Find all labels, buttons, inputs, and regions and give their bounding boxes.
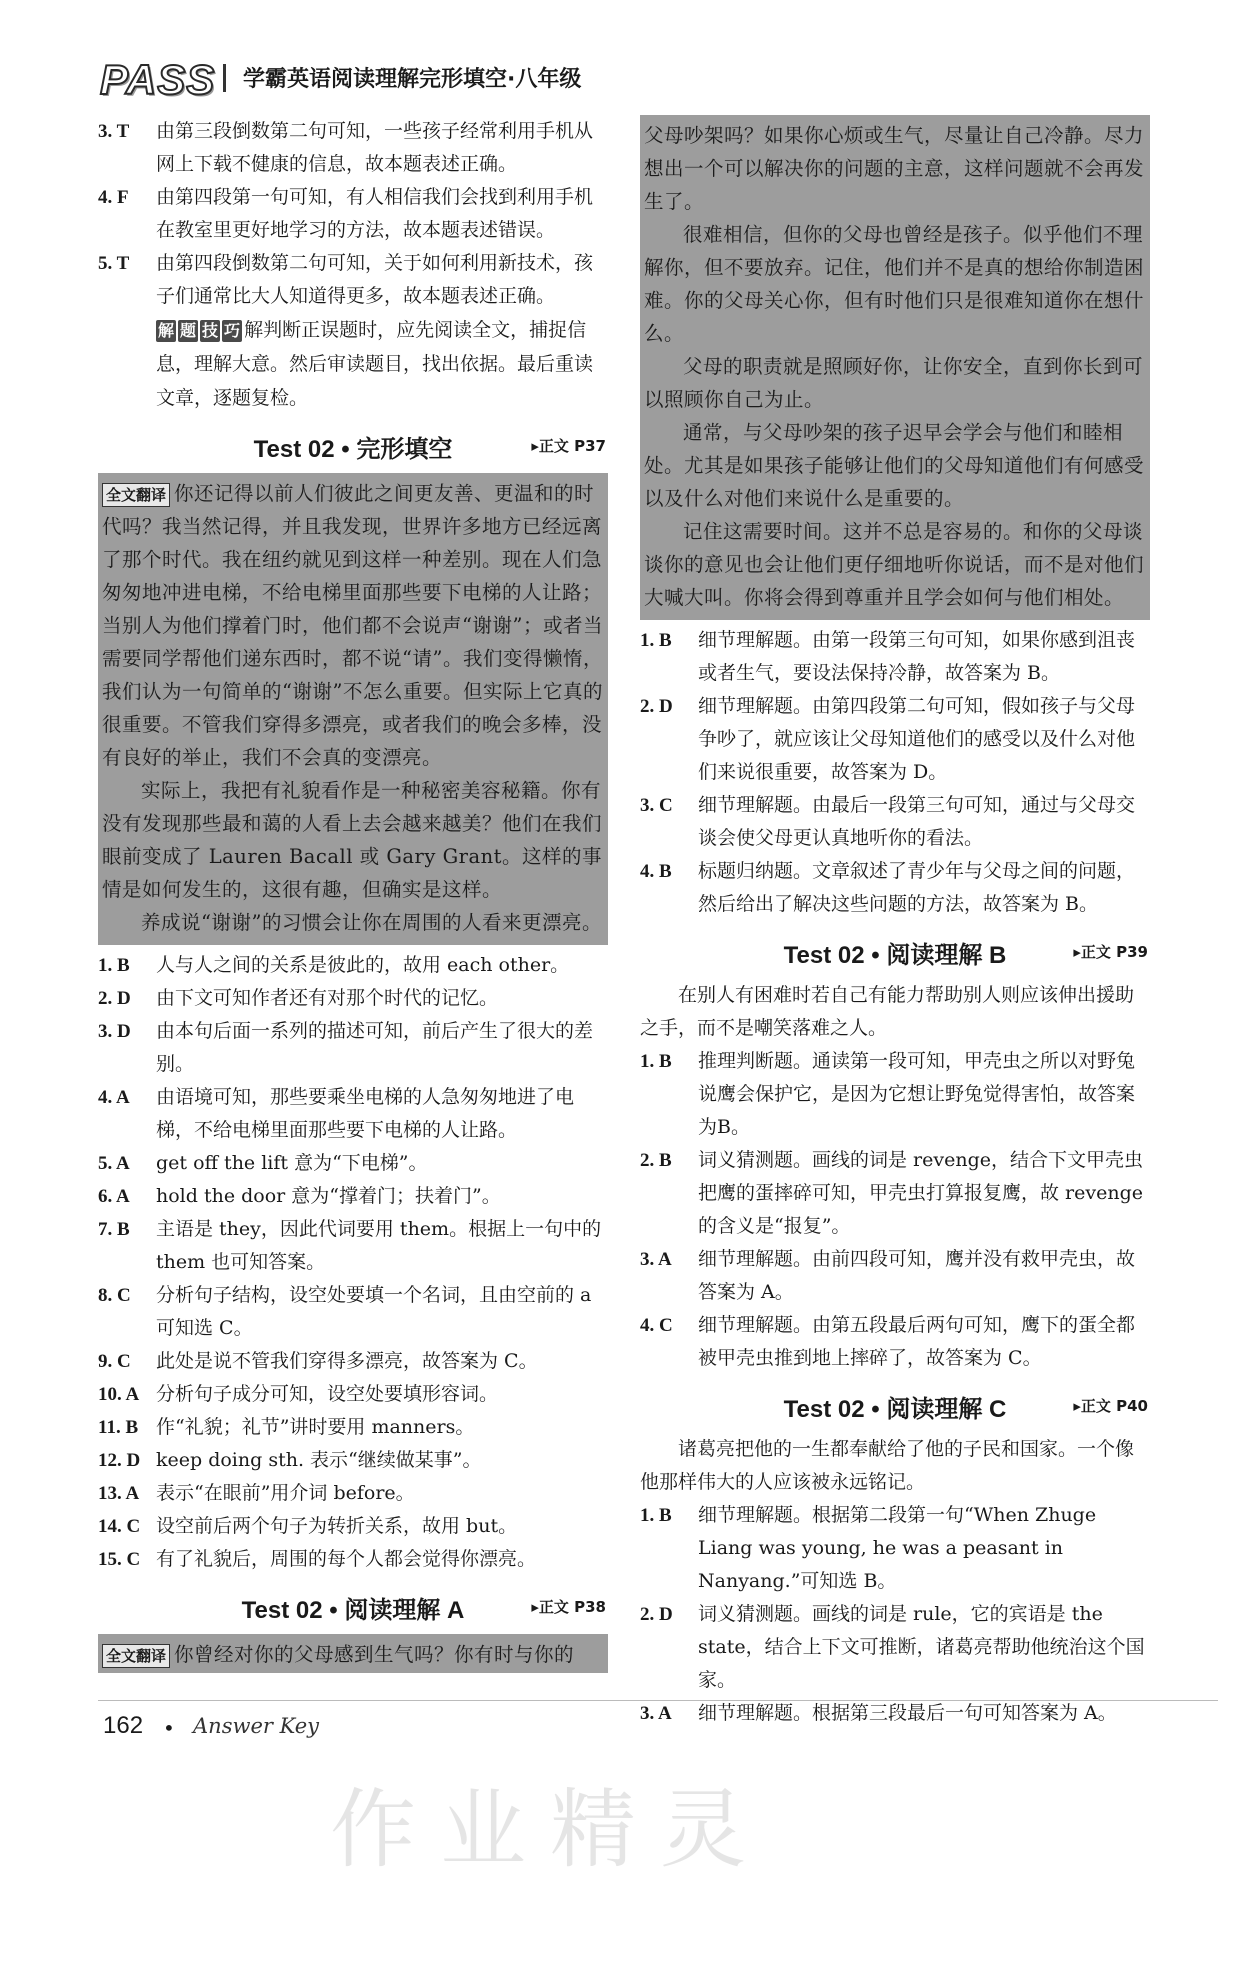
answer-number: 15. C <box>98 1549 141 1570</box>
answer-item <box>98 982 608 1015</box>
translation-paragraph: 通常，与父母吵架的孩子迟早会学会与他们和睦相处。尤其是如果孩子能够让他们的父母知道他们有何感受以及什么对他们来说什么是重要的。 <box>644 421 1145 510</box>
answer-number: 3. T <box>98 121 130 142</box>
answer-number: 1. B <box>640 1051 672 1072</box>
translation-text: 你曾经对你的父母感到生气吗？你有时与你的 <box>174 1643 575 1666</box>
answer-item <box>98 1543 608 1576</box>
answer-explanation: 由第四段第一句可知，有人相信我们会找到利用手机在教室里更好地学习的方法，故本题表述错误。 <box>156 186 594 241</box>
right-column <box>640 115 1150 1730</box>
answer-explanation: 此处是说不管我们穿得多漂亮，故答案为 C。 <box>156 1350 538 1372</box>
answer-explanation: 细节理解题。由前四段可知，鹰并没有救甲壳虫，故答案为 A。 <box>698 1248 1136 1303</box>
answer-item <box>640 789 1150 855</box>
answer-number: 2. D <box>98 988 131 1009</box>
pass-logo: PASS <box>100 56 216 103</box>
section-heading <box>98 423 608 467</box>
answer-item <box>98 1279 608 1345</box>
answer-item <box>98 1411 608 1444</box>
answer-item <box>98 1510 608 1543</box>
answer-explanation: 细节理解题。由第四段第二句可知，假如孩子与父母争吵了，就应该让父母知道他们的感受以及什么对他们来说很重要，故答案为 D。 <box>698 695 1136 783</box>
answer-number: 2. B <box>640 1150 672 1171</box>
answer-number: 10. A <box>98 1384 140 1405</box>
answer-item <box>640 1697 1150 1730</box>
tip-badge-char: 解 <box>158 321 175 340</box>
translation-box <box>98 1634 608 1673</box>
section-title: Test 02 • 阅读理解 B <box>783 942 1007 969</box>
answer-item <box>640 1598 1150 1697</box>
answer-explanation: 由下文可知作者还有对那个时代的记忆。 <box>156 987 499 1009</box>
section-heading <box>640 1383 1150 1427</box>
answer-number: 3. D <box>98 1021 131 1042</box>
translation-text: 你还记得以前人们彼此之间更友善、更温和的时代吗？我当然记得，并且我发现，世界许多地方已经远离了那个时代。我在纽约就见到这样一种差别。现在人们急匆匆地冲进电梯，不给电梯里面那些要下电梯的人让路；当别人为他们撑着门时，他们都不会说声“谢谢”；或者当需要同学帮他们递东西时，都不说“请”。我们变得懒惰，我们认为一句简单的“谢谢”不怎么重要。但实际上它真的很重要。不管我们穿得多漂亮，或者我们的晚会多棒，没有良好的举止，我们不会真的变漂亮。 <box>102 482 603 769</box>
book-title: 学霸英语阅读理解完形填空·八年级 <box>243 67 582 92</box>
answer-number: 6. A <box>98 1186 130 1207</box>
answer-item <box>640 855 1150 921</box>
answer-number: 1. B <box>640 630 672 651</box>
answer-item <box>98 1444 608 1477</box>
answer-item <box>98 247 608 313</box>
answer-number: 4. A <box>98 1087 130 1108</box>
answer-explanation: 由第四段倒数第二句可知，关于如何利用新技术，孩子们通常比大人知道得更多，故本题表述正确。 <box>156 252 594 307</box>
footer-rule <box>98 1700 1218 1701</box>
answer-number: 8. C <box>98 1285 131 1306</box>
answer-number: 2. D <box>640 1604 673 1625</box>
answer-number: 9. C <box>98 1351 131 1372</box>
answer-number: 11. B <box>98 1417 139 1438</box>
section-heading <box>640 929 1150 973</box>
answer-explanation: 分析句子成分可知，设空处要填形容词。 <box>156 1383 499 1405</box>
answer-item <box>98 1147 608 1180</box>
answer-number: 3. C <box>640 795 673 816</box>
section-title: Test 02 • 阅读理解 C <box>783 1396 1007 1423</box>
answer-number: 5. A <box>98 1153 130 1174</box>
tip-badge-char: 题 <box>180 321 197 340</box>
footer-bullet: • <box>163 1716 175 1740</box>
translation-paragraph: 很难相信，但你的父母也曾经是孩子。似乎他们不理解你，但不要放弃。记住，他们并不是真的想给你制造困难。你的父母关心你，但有时他们只是很难知道你在想什么。 <box>644 223 1145 345</box>
page-reference: ▸正文 P39 <box>1073 943 1148 961</box>
answer-explanation: 设空前后两个句子为转折关系，故用 but。 <box>156 1515 518 1537</box>
answer-number: 1. B <box>640 1505 672 1526</box>
answer-explanation: 细节理解题。根据第二段第一句“When Zhuge Liang was young, he was a peasant in Nanyang.”可知选 B。 <box>698 1504 1097 1592</box>
answer-item <box>98 1015 608 1081</box>
answer-explanation: 作“礼貌；礼节”讲时要用 manners。 <box>156 1416 475 1438</box>
page-reference: ▸正文 P37 <box>531 437 606 455</box>
answer-item <box>640 1309 1150 1375</box>
answer-explanation: 由本句后面一系列的描述可知，前后产生了很大的差别。 <box>156 1020 594 1075</box>
tip-badge-char: 技 <box>202 321 219 340</box>
answer-item <box>98 1180 608 1213</box>
answer-number: 12. D <box>98 1450 141 1471</box>
section-summary: 诸葛亮把他的一生都奉献给了他的子民和国家。一个像他那样伟大的人应该被永远铭记。 <box>640 1438 1135 1493</box>
answer-item <box>98 115 608 181</box>
translation-paragraph <box>102 477 604 774</box>
answer-item <box>640 624 1150 690</box>
section-summary: 在别人有困难时若自己有能力帮助别人则应该伸出援助之手，而不是嘲笑落难之人。 <box>640 984 1135 1039</box>
answer-explanation: get off the lift 意为“下电梯”。 <box>156 1152 428 1174</box>
answer-explanation: 有了礼貌后，周围的每个人都会觉得你漂亮。 <box>156 1548 537 1570</box>
answer-explanation: 分析句子结构，设空处要填一个名词，且由空前的 a 可知选 C。 <box>156 1284 592 1339</box>
section-title: Test 02 • 阅读理解 A <box>241 1597 465 1624</box>
answer-number: 3. A <box>640 1249 672 1270</box>
translation-paragraph <box>102 1638 604 1671</box>
answer-item <box>98 1213 608 1279</box>
page-number: 162 <box>103 1712 144 1739</box>
answer-number: 5. T <box>98 253 130 274</box>
answer-item <box>640 1144 1150 1243</box>
answer-number: 14. C <box>98 1516 141 1537</box>
answer-number: 3. A <box>640 1703 672 1724</box>
answer-explanation: 表示“在眼前”用介词 before。 <box>156 1482 415 1504</box>
answer-explanation: keep doing sth. 表示“继续做某事”。 <box>156 1449 482 1471</box>
translation-paragraph: 实际上，我把有礼貌看作是一种秘密美容秘籍。你有没有发现那些最和蔼的人看上去会越来越美？他们在我们眼前变成了 Lauren Bacall 或 Gary Grant。这样的事情是如何发生的，这很有趣，但确实是这样。 <box>102 779 603 901</box>
answer-item <box>640 1243 1150 1309</box>
answer-number: 4. F <box>98 187 129 208</box>
page-reference: ▸正文 P40 <box>1073 1397 1148 1415</box>
page-reference: ▸正文 P38 <box>531 1598 606 1616</box>
translation-label: 全文翻译 <box>102 483 170 507</box>
answer-number: 4. C <box>640 1315 673 1336</box>
answer-item <box>98 181 608 247</box>
translation-label: 全文翻译 <box>102 1644 170 1668</box>
translation-box <box>98 473 608 945</box>
answer-number: 2. D <box>640 696 673 717</box>
section-heading <box>98 1584 608 1628</box>
header-divider <box>223 64 226 92</box>
footer-label: Answer Key <box>193 1714 319 1738</box>
answer-item <box>640 690 1150 789</box>
watermark: 作业精灵 <box>330 1780 770 1880</box>
tip-badge-char: 巧 <box>224 321 241 340</box>
tip-badge <box>156 313 244 347</box>
answer-explanation: hold the door 意为“撑着门；扶着门”。 <box>156 1185 501 1207</box>
section-title: Test 02 • 完形填空 <box>253 436 453 463</box>
answer-explanation: 细节理解题。由最后一段第三句可知，通过与父母交谈会使父母更认真地听你的看法。 <box>698 794 1136 849</box>
answer-item <box>640 1045 1150 1144</box>
answer-number: 4. B <box>640 861 672 882</box>
answer-item <box>98 949 608 982</box>
page-header <box>95 56 1215 102</box>
translation-box <box>640 115 1150 620</box>
answer-item <box>98 1345 608 1378</box>
answer-item <box>98 1378 608 1411</box>
translation-paragraph: 父母的职责就是照顾好你，让你安全，直到你长到可以照顾你自己为止。 <box>644 355 1144 411</box>
translation-paragraph: 记住这需要时间。这并不总是容易的。和你的父母谈谈你的意见也会让他们更仔细地听你说话，而不是对他们大喊大叫。你将会得到尊重并且学会如何与他们相处。 <box>644 520 1145 609</box>
solving-tip <box>98 313 608 415</box>
answer-explanation: 主语是 they，因此代词要用 them。根据上一句中的 them 也可知答案。 <box>156 1218 602 1273</box>
answer-explanation: 由语境可知，那些要乘坐电梯的人急匆匆地进了电梯，不给电梯里面那些要下电梯的人让路。 <box>156 1086 575 1141</box>
answer-explanation: 词义猜测题。画线的词是 revenge，结合下文甲壳虫把鹰的蛋摔碎可知，甲壳虫打算报复鹰，故 revenge 的含义是“报复”。 <box>698 1149 1143 1237</box>
answer-explanation: 细节理解题。根据第三段最后一句可知答案为 A。 <box>698 1702 1117 1724</box>
answer-explanation: 细节理解题。由第五段最后两句可知，鹰下的蛋全都被甲壳虫推到地上摔碎了，故答案为 C。 <box>698 1314 1136 1369</box>
answer-number: 13. A <box>98 1483 140 1504</box>
answer-number: 1. B <box>98 955 130 976</box>
translation-paragraph: 父母吵架吗？如果你心烦或生气，尽量让自己冷静。尽力想出一个可以解决你的问题的主意，这样问题就不会再发生了。 <box>644 124 1145 213</box>
answer-explanation: 人与人之间的关系是彼此的，故用 each other。 <box>156 954 570 976</box>
answer-item <box>640 1499 1150 1598</box>
answer-explanation: 细节理解题。由第一段第三句可知，如果你感到沮丧或者生气，要设法保持冷静，故答案为 B。 <box>698 629 1136 684</box>
answer-explanation: 词义猜测题。画线的词是 rule，它的宾语是 the state，结合上下文可推断，诸葛亮帮助他统治这个国家。 <box>698 1603 1145 1691</box>
answer-item <box>98 1477 608 1510</box>
answer-explanation: 由第三段倒数第二句可知，一些孩子经常利用手机从网上下载不健康的信息，故本题表述正确。 <box>156 120 594 175</box>
tip-text: 解判断正误题时，应先阅读全文，捕捉信息，理解大意。然后审读题目，找出依据。最后重读文章，逐题复检。 <box>156 319 594 409</box>
translation-paragraph: 养成说“谢谢”的习惯会让你在周围的人看来更漂亮。 <box>141 911 602 934</box>
left-column <box>98 115 608 1673</box>
answer-item <box>98 1081 608 1147</box>
answer-explanation: 标题归纳题。文章叙述了青少年与父母之间的问题，然后给出了解决这些问题的方法，故答案为 B。 <box>698 860 1136 915</box>
answer-explanation: 推理判断题。通读第一段可知，甲壳虫之所以对野兔说鹰会保护它，是因为它想让野兔觉得害怕，故答案为B。 <box>698 1050 1136 1138</box>
answer-number: 7. B <box>98 1219 130 1240</box>
